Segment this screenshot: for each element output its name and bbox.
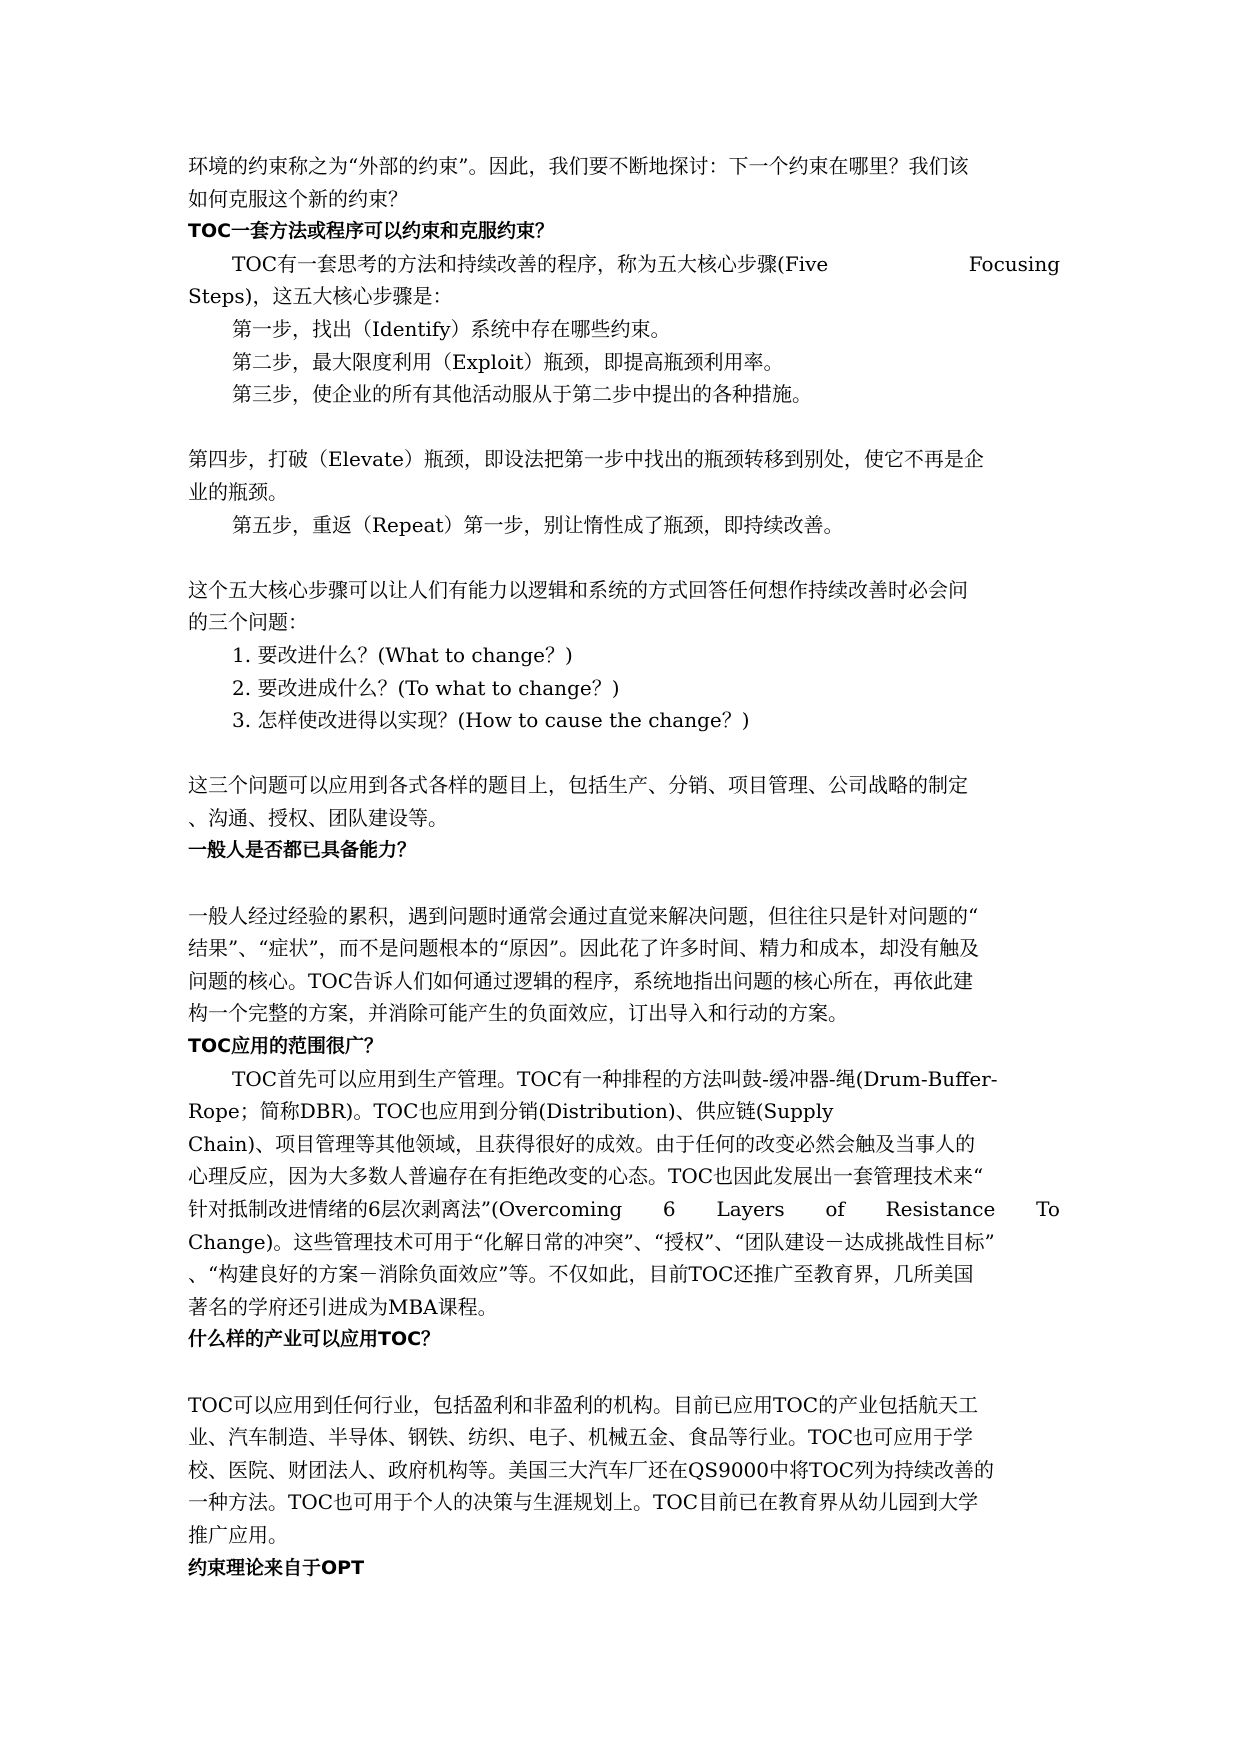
blank-line — [188, 411, 1060, 444]
paragraph-line: 构一个完整的方案，并消除可能产生的负面效应，订出导入和行动的方案。 — [188, 1001, 848, 1026]
blank-line — [188, 737, 1060, 770]
paragraph-line — [188, 248, 1060, 281]
paragraph-line-part: Resistance — [885, 1197, 996, 1221]
paragraph-line: 一般人经过经验的累积，遇到问题时通常会通过直觉来解决问题，但往往只是针对问题的“ — [188, 903, 979, 928]
step-item: 第二步，最大限度利用（Exploit）瓶颈，即提高瓶颈利用率。 — [232, 349, 784, 374]
paragraph-line-part: 针对抵制改进情绪的6层次剥离法”(Overcoming — [188, 1197, 623, 1221]
document-page — [188, 150, 1060, 1584]
section-heading: 约束理论来自于OPT — [188, 1556, 365, 1579]
step-item: 第三步，使企业的所有其他活动服从于第二步中提出的各种措施。 — [232, 382, 812, 407]
paragraph-line: 的三个问题： — [188, 610, 308, 635]
paragraph-line: 心理反应，因为大多数人普遍存在有拒绝改变的心态。TOC也因此发展出一套管理技术来“ — [188, 1164, 984, 1189]
section-heading: TOC应用的范围很广？ — [188, 1035, 384, 1058]
step-item: 第一步，找出（Identify）系统中存在哪些约束。 — [232, 316, 671, 341]
section-heading: TOC一套方法或程序可以约束和克服约束？ — [188, 220, 555, 243]
question-item: 1. 要改进什么？(What to change？) — [232, 642, 573, 667]
paragraph-line: Chain)、项目管理等其他领域，且获得很好的成效。由于任何的改变必然会触及当事人的 — [188, 1131, 976, 1156]
paragraph-line-part: 6 — [662, 1197, 676, 1221]
paragraph-line: 环境的约束称之为“外部的约束”。因此，我们要不断地探讨：下一个约束在哪里？我们该 — [188, 154, 969, 178]
paragraph-line: 推广应用。 — [188, 1522, 288, 1547]
paragraph-line: Steps)，这五大核心步骤是： — [188, 284, 453, 309]
step-item: 第五步，重返（Repeat）第一步，别让惰性成了瓶颈，即持续改善。 — [232, 512, 844, 537]
section-heading: 什么样的产业可以应用TOC？ — [188, 1328, 441, 1351]
paragraph-line: 问题的核心。TOC告诉人们如何通过逻辑的程序，系统地指出问题的核心所在，再依此建 — [188, 968, 974, 993]
blank-line — [188, 1356, 1060, 1389]
paragraph-line-part: Layers — [716, 1197, 785, 1221]
paragraph-line-part: To — [1036, 1197, 1060, 1221]
paragraph-line: 这个五大核心步骤可以让人们有能力以逻辑和系统的方式回答任何想作持续改善时必会问 — [188, 577, 968, 602]
step-item: 第四步，打破（Elevate）瓶颈，即设法把第一步中找出的瓶颈转移到别处，使它不再是企 — [188, 447, 984, 472]
paragraph-line: 、沟通、授权、团队建设等。 — [188, 805, 448, 830]
paragraph-line: Change)。这些管理技术可用于“化解日常的冲突”、“授权”、“团队建设－达成挑战性目标” — [188, 1229, 995, 1254]
paragraph-line: 著名的学府还引进成为MBA课程。 — [188, 1294, 498, 1319]
paragraph-line-part: of — [825, 1197, 845, 1221]
paragraph-line — [188, 1193, 1060, 1226]
paragraph-line: TOC可以应用到任何行业，包括盈利和非盈利的机构。目前已应用TOC的产业包括航天工 — [188, 1392, 979, 1417]
paragraph-line-left: TOC有一套思考的方法和持续改善的程序，称为五大核心步骤(Five — [232, 251, 829, 276]
paragraph-line: 、“构建良好的方案－消除负面效应”等。不仅如此，目前TOC还推广至教育界，几所美国 — [188, 1262, 974, 1287]
paragraph-line: 校、医院、财团法人、政府机构等。美国三大汽车厂还在QS9000中将TOC列为持续改善的 — [188, 1457, 995, 1482]
paragraph-line-right: Focusing — [968, 251, 1060, 276]
paragraph-line: TOC首先可以应用到生产管理。TOC有一种排程的方法叫鼓-缓冲器-绳(Drum-Buffer- — [232, 1066, 998, 1091]
blank-line — [188, 867, 1060, 900]
paragraph-line: 业、汽车制造、半导体、钢铁、纺织、电子、机械五金、食品等行业。TOC也可应用于学 — [188, 1425, 974, 1450]
blank-line — [188, 541, 1060, 574]
paragraph-line: 业的瓶颈。 — [188, 479, 288, 504]
paragraph-line: 如何克服这个新的约束？ — [188, 186, 408, 211]
question-item: 3. 怎样使改进得以实现？(How to cause the change？) — [232, 708, 750, 733]
paragraph-line: 这三个问题可以应用到各式各样的题目上，包括生产、分销、项目管理、公司战略的制定 — [188, 773, 968, 798]
paragraph-line: Rope；简称DBR)。TOC也应用到分销(Distribution)、供应链(Supply — [188, 1099, 834, 1124]
section-heading: 一般人是否都已具备能力？ — [188, 839, 417, 862]
paragraph-line: 结果”、“症状”，而不是问题根本的“原因”。因此花了许多时间、精力和成本，却没有触及 — [188, 936, 980, 961]
paragraph-line: 一种方法。TOC也可用于个人的决策与生涯规划上。TOC目前已在教育界从幼儿园到大学 — [188, 1490, 979, 1515]
question-item: 2. 要改进成什么？(To what to change？) — [232, 675, 620, 700]
